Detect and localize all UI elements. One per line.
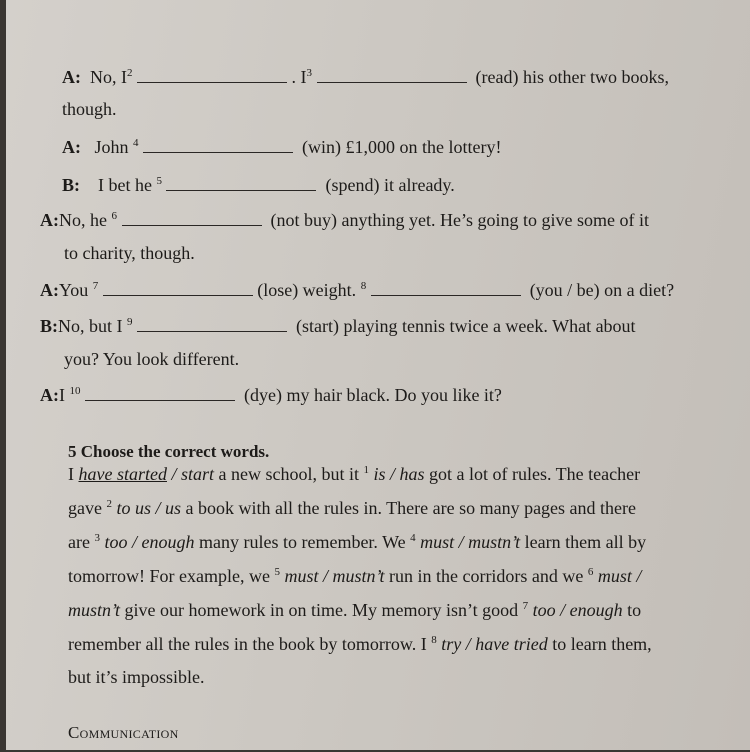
line-text: (win) £1,000 on the lottery! <box>302 137 502 157</box>
word-option[interactable]: is / has <box>369 464 425 484</box>
line-text: (read) his other two books, <box>475 67 669 87</box>
word-option[interactable]: mustn’t <box>68 600 121 620</box>
paragraph-text: a new school, but it <box>214 464 364 484</box>
line-text: (you / be) on a diet? <box>529 280 675 300</box>
line-text: (dye) my hair black. Do you like it? <box>244 385 502 405</box>
exercise-5-line-1 <box>68 463 640 485</box>
answer-blank-6[interactable] <box>122 211 262 226</box>
line-text: You <box>59 280 89 300</box>
answer-blank-3[interactable] <box>317 68 467 83</box>
cut-off-line <box>76 742 636 752</box>
question-number: 3 <box>94 532 100 544</box>
exercise-5-title: 5 Choose the correct words. <box>68 442 270 461</box>
paragraph-text: remember all the rules in the book by tomorrow. I <box>68 634 432 654</box>
paragraph-text: many rules to remember. We <box>194 532 411 552</box>
paragraph-text: I <box>68 464 79 484</box>
gap-number: 8 <box>360 280 367 292</box>
paragraph-text: give our homework in on time. My memory isn’t good <box>120 600 523 620</box>
word-option[interactable]: must / mustn’t <box>415 532 521 552</box>
answer-blank-10[interactable] <box>85 386 235 401</box>
gap-number: 5 <box>156 175 162 187</box>
gap-number: 9 <box>127 316 133 328</box>
speaker-label: B: <box>40 316 58 336</box>
line-text: John <box>94 137 129 157</box>
gap-number: 4 <box>133 137 139 149</box>
paragraph-text: gave <box>68 498 107 518</box>
paragraph-text: but it’s impossible. <box>68 667 205 687</box>
word-option[interactable]: try / have tried <box>436 634 548 654</box>
line-text: No, but I <box>58 316 123 336</box>
exercise-5-line-4 <box>68 565 641 587</box>
paragraph-text: tomorrow! For example, we <box>68 566 275 586</box>
exercise-5-line-6 <box>68 633 652 655</box>
question-number: 5 <box>274 566 280 578</box>
speaker-label: A: <box>40 385 59 405</box>
question-number: 6 <box>587 566 594 578</box>
word-option[interactable]: have started <box>78 464 167 484</box>
paragraph-text: are <box>68 532 95 552</box>
question-number: 2 <box>106 498 112 510</box>
exercise-5-line-2 <box>68 497 636 519</box>
line-text: . I <box>291 67 307 87</box>
dialogue-line-8 <box>40 315 636 337</box>
gap-number: 3 <box>306 67 312 79</box>
gap-number: 10 <box>69 385 81 397</box>
answer-blank-2[interactable] <box>137 68 287 83</box>
question-number: 1 <box>363 464 369 476</box>
dialogue-line-10 <box>40 384 502 406</box>
gap-number: 6 <box>111 210 117 222</box>
line-text: (lose) weight. <box>257 280 357 300</box>
line-text: to charity, though. <box>64 243 195 263</box>
speaker-label: A: <box>62 137 81 157</box>
paragraph-text: to <box>622 600 642 620</box>
answer-blank-7[interactable] <box>103 281 253 296</box>
word-option[interactable]: start <box>181 464 215 484</box>
speaker-label: B: <box>62 175 80 195</box>
paragraph-text: a book with all the rules in. There are so many pages and there <box>181 498 637 518</box>
paragraph-text: learn them all by <box>520 532 647 552</box>
line-text: I <box>59 385 65 405</box>
dialogue-line-2 <box>62 98 117 120</box>
dialogue-line-9 <box>64 348 239 370</box>
line-text: (start) playing tennis twice a week. What about <box>296 316 636 336</box>
word-option[interactable]: too / enough <box>99 532 195 552</box>
gap-number: 2 <box>127 67 133 79</box>
speaker-label: A: <box>40 210 59 230</box>
word-option[interactable]: to us / us <box>111 498 181 518</box>
line-text: No, I <box>90 67 127 87</box>
answer-blank-4[interactable] <box>143 138 293 153</box>
paragraph-text: to learn them, <box>547 634 652 654</box>
line-text: you? You look different. <box>64 349 240 369</box>
communication-heading: Communication <box>68 723 179 742</box>
speaker-label: A: <box>40 280 59 300</box>
exercise-5-line-7 <box>68 666 205 688</box>
exercise-5-line-5 <box>68 599 641 621</box>
speaker-label: A: <box>62 67 81 87</box>
question-number: 7 <box>522 600 529 612</box>
dialogue-line-7 <box>40 279 674 301</box>
word-option[interactable]: must / <box>593 566 642 586</box>
line-text: (spend) it already. <box>325 175 455 195</box>
line-text: (not buy) anything yet. He’s going to give some of it <box>270 210 649 230</box>
line-text: No, he <box>59 210 107 230</box>
dialogue-line-3 <box>62 136 501 158</box>
paragraph-text: got a lot of rules. The teacher <box>424 464 641 484</box>
line-text: though. <box>62 99 117 119</box>
dialogue-line-6 <box>64 242 195 264</box>
word-option[interactable]: too / enough <box>528 600 623 620</box>
answer-blank-8[interactable] <box>371 281 521 296</box>
paragraph-text: run in the corridors and we <box>384 566 588 586</box>
line-text: I bet he <box>98 175 152 195</box>
dialogue-line-5 <box>40 209 649 231</box>
word-option[interactable]: / <box>166 464 181 484</box>
exercise-5-line-3 <box>68 531 646 553</box>
gap-number: 7 <box>92 280 99 292</box>
answer-blank-9[interactable] <box>137 317 287 332</box>
answer-blank-5[interactable] <box>166 176 316 191</box>
workbook-page <box>6 0 750 750</box>
question-number: 8 <box>431 634 437 646</box>
dialogue-line-4 <box>62 174 455 196</box>
dialogue-line-1 <box>62 66 669 88</box>
question-number: 4 <box>410 532 416 544</box>
word-option[interactable]: must / mustn’t <box>279 566 385 586</box>
